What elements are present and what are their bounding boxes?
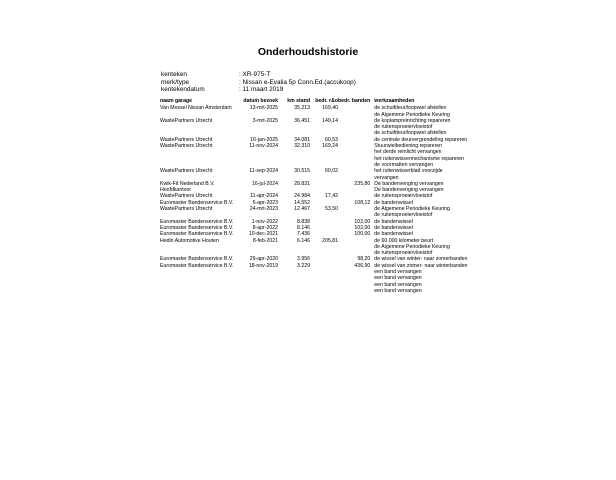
cell-datum: 13-mrt-2025 [249, 105, 278, 112]
cell-datum: 24-mrt-2023 [249, 206, 278, 213]
cell-werkzaamheden: de schuifdeur/loopwiel afstellen [374, 130, 447, 137]
cell-bedr-ro: 60,02 [325, 168, 338, 175]
cell-bedr-banden: 108,12 [354, 199, 371, 206]
cell-garage: Euromaster Bandenservice B.V. [160, 218, 234, 225]
page-title: Onderhoudshistorie [257, 46, 359, 58]
cell-km: 3.229 [297, 262, 310, 269]
table-row [160, 288, 467, 294]
cell-datum: 3-mrt-2025 [252, 117, 278, 124]
cell-garage: Euromaster Bandenservice B.V. [160, 262, 234, 269]
cell-bedr-ro: 17,42 [325, 193, 338, 200]
table-header-row [160, 98, 467, 105]
cell-bedr-ro: 205,81 [322, 237, 338, 244]
cell-werkzaamheden: de Algemene Periodieke Keuring [374, 206, 450, 213]
header-km: km stand [287, 98, 310, 104]
cell-km: 34.081 [294, 136, 310, 143]
header-bedr-ro: bedr. r&o [315, 98, 338, 104]
cell-datum: 1-nov-2022 [251, 218, 278, 225]
cell-werkzaamheden: de ruitensproeiervloeistof [374, 250, 433, 257]
cell-km: 8.146 [297, 224, 310, 231]
cell-km: 24.984 [294, 193, 310, 200]
cell-werkzaamheden: de bandenwissel [374, 218, 413, 225]
maintenance-table [160, 98, 467, 294]
header-bedr-banden: bedr. banden [338, 98, 371, 104]
cell-bedr-banden: 235,80 [354, 180, 371, 187]
cell-km: 35.213 [294, 105, 310, 112]
cell-datum: 16-jan-2025 [250, 136, 278, 143]
vehicle-info-row [161, 86, 356, 94]
cell-garage: Hoofdkantoor [160, 187, 192, 194]
cell-garage: WastePartners Utrecht [160, 168, 213, 175]
cell-datum: 29-apr-2020 [249, 256, 278, 263]
cell-garage: WastePartners Utrecht [160, 143, 213, 150]
cell-datum: 16-jul-2024 [252, 180, 278, 187]
cell-datum: 10-dec-2021 [248, 231, 278, 238]
cell-werkzaamheden: een band vervangen [374, 269, 422, 276]
header-werkzaamheden: werkzaamheden [374, 98, 415, 104]
cell-km: 28.831 [294, 180, 310, 187]
kentekendatum-value: : 11 maart 2019 [239, 86, 284, 93]
cell-garage: Van Mossel Nissan Amsterdam [160, 105, 232, 112]
cell-garage: Euromaster Bandenservice B.V. [160, 199, 234, 206]
vehicle-info-row [161, 71, 356, 79]
cell-werkzaamheden: de bandenwissel [374, 199, 413, 206]
cell-bedr-ro: 169,40 [322, 105, 338, 112]
cell-werkzaamheden: de Algemene Periodieke Keuring [374, 111, 450, 118]
cell-werkzaamheden: een band vervangen [374, 275, 422, 282]
cell-garage: Euromaster Bandenservice B.V. [160, 224, 234, 231]
cell-bedr-banden: 100,00 [354, 231, 371, 238]
cell-km: 36.451 [294, 117, 310, 124]
cell-werkzaamheden: de schuifdeur/loopwiel afstellen [374, 105, 447, 112]
cell-datum: 11-sep-2024 [249, 168, 278, 175]
cell-werkzaamheden: de ruitensproeiervloeistof [374, 124, 433, 131]
cell-werkzaamheden: de voormatten vervangen [374, 161, 434, 168]
cell-werkzaamheden: de wissel van winter- naar zomerbanden [374, 256, 468, 263]
cell-garage: Hedin Automotive Houten [160, 237, 219, 244]
cell-bedr-ro: 53,50 [325, 206, 338, 213]
header-garage: naam garage [160, 98, 193, 104]
cell-km: 30.515 [294, 168, 310, 175]
cell-bedr-banden: 436,90 [354, 262, 371, 269]
cell-datum: 18-nov-2019 [248, 262, 278, 269]
cell-werkzaamheden: het ruitenwisserblad voorzijde [374, 168, 443, 175]
kenteken-value: : XR-975-T [239, 71, 271, 78]
cell-km: 3.956 [297, 256, 310, 263]
cell-werkzaamheden: het ruitenwissermechanisme repareren [374, 155, 464, 162]
cell-garage: WastePartners Utrecht [160, 136, 213, 143]
cell-km: 8.838 [297, 218, 310, 225]
cell-bedr-banden: 102,00 [354, 224, 371, 231]
cell-werkzaamheden: De bandenvenging vervangen [374, 187, 444, 194]
cell-garage: WastePartners Utrecht [160, 117, 213, 124]
header-datum: datum bezoek [243, 98, 278, 104]
cell-datum: 8-apr-2022 [252, 224, 278, 231]
cell-km: 14.552 [294, 199, 310, 206]
cell-garage: Kwik-Fit Nederland B.V. [160, 180, 215, 187]
cell-datum: 11-nov-2024 [249, 143, 278, 150]
kentekendatum-label: kentekendatum [161, 86, 205, 93]
cell-garage: Euromaster Bandenservice B.V. [160, 256, 234, 263]
cell-werkzaamheden: de 60.000 kilometer beurt [374, 237, 434, 244]
cell-werkzaamheden: Stuurwielbediening repareren [374, 143, 443, 150]
cell-garage: Euromaster Bandenservice B.V. [160, 231, 234, 238]
cell-werkzaamheden: de Algemene Periodieke Keuring [374, 243, 450, 250]
vehicle-info [161, 71, 356, 94]
cell-datum: 8-feb-2021 [252, 237, 278, 244]
cell-werkzaamheden: de bandenwissel [374, 231, 413, 238]
cell-datum: 6-apr-2023 [252, 199, 278, 206]
cell-km: 32.310 [294, 143, 310, 150]
cell-bedr-ro: 149,14 [322, 117, 338, 124]
cell-werkzaamheden: vervangen [374, 174, 399, 181]
cell-km: 12.467 [294, 206, 310, 213]
cell-garage: WastePartners Utrecht [160, 206, 213, 213]
cell-km [278, 288, 310, 294]
cell-werkzaamheden: De bandenvenging vervangen [374, 180, 444, 187]
cell-garage: WastePartners Utrecht [160, 193, 213, 200]
cell-km: 7.436 [297, 231, 310, 238]
cell-garage [160, 288, 238, 294]
cell-werkzaamheden: het derde remlicht vervangen [374, 149, 442, 156]
cell-datum: 11-apr-2024 [250, 193, 278, 200]
cell-datum [238, 288, 278, 294]
cell-bedr-banden: 98,20 [357, 256, 371, 263]
cell-werkzaamheden: de bandenwissel [374, 224, 413, 231]
cell-bedr-banden: 102,00 [354, 218, 371, 225]
cell-werkzaamheden: de koplampreinrichting repareren [374, 117, 451, 124]
cell-werkzaamheden: een band vervangen [374, 281, 422, 288]
cell-bedr-banden [338, 288, 370, 294]
cell-werkzaamheden: de centrale deurvergrendeling repareren [374, 136, 468, 143]
merk-type-value: : Nissan e-Evalia 5p Conn.Ed.(accukoop) [239, 78, 356, 86]
cell-werkzaamheden: de ruitensproeiervloeistof [374, 212, 433, 219]
kenteken-label: kenteken [161, 71, 187, 78]
cell-km: 6.146 [297, 237, 310, 244]
cell-werkzaamheden: de ruitensproeiervloeistof [374, 193, 433, 200]
merk-type-label: merk/type [161, 78, 190, 86]
cell-bedr-ro: 169,24 [322, 143, 338, 150]
vehicle-info-row [161, 79, 356, 87]
cell-werkzaamheden: de wissel van zomer- naar winterbanden [374, 262, 468, 269]
cell-bedr-ro [310, 288, 338, 294]
cell-bedr-ro: 60,53 [325, 136, 338, 143]
cell-werkzaamheden: een band vervangen [374, 287, 422, 294]
